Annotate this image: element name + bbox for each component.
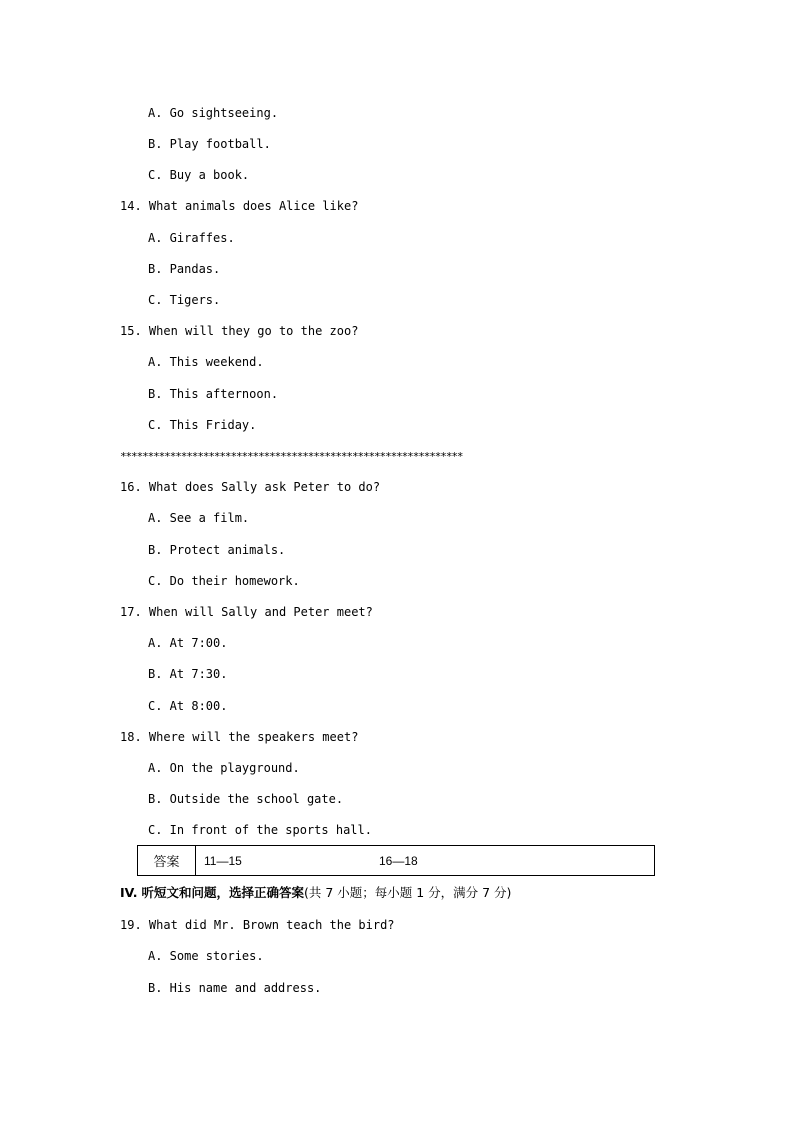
q17-option-b: B. At 7:30. <box>148 667 228 681</box>
q17-option-a: A. At 7:00. <box>148 636 228 650</box>
q15-option-b: B. This afternoon. <box>148 387 279 401</box>
q14-option-a: A. Giraffes. <box>148 231 235 245</box>
q19-option-b: B. His name and address. <box>148 981 322 995</box>
answer-range-16-18: 16—18 <box>379 854 418 868</box>
section-4-title: 听短文和问题，选择正确答案 <box>141 885 304 900</box>
q15-option-a: A. This weekend. <box>148 355 264 369</box>
answer-range-11-15: 11—15 <box>204 854 242 868</box>
q18-option-a: A. On the playground. <box>148 761 300 775</box>
section-separator: ************************************************************** <box>120 450 463 463</box>
q19-question: 19. What did Mr. Brown teach the bird? <box>120 918 395 932</box>
q13-option-b: B. Play football. <box>148 137 271 151</box>
section-4-numeral: IV. <box>120 885 138 900</box>
q13-option-a: A. Go sightseeing. <box>148 106 279 120</box>
answer-label: 答案 <box>138 846 196 875</box>
q16-option-c: C. Do their homework. <box>148 574 300 588</box>
q15-option-c: C. This Friday. <box>148 418 257 432</box>
section-4-note: (共 7 小题；每小题 1 分，满分 7 分) <box>303 885 512 900</box>
q15-question: 15. When will they go to the zoo? <box>120 324 359 338</box>
q18-option-c: C. In front of the sports hall. <box>148 823 372 837</box>
q16-option-a: A. See a film. <box>148 511 250 525</box>
q17-option-c: C. At 8:00. <box>148 699 228 713</box>
section-4-heading <box>120 886 511 900</box>
q16-question: 16. What does Sally ask Peter to do? <box>120 480 381 494</box>
answer-box <box>137 845 655 876</box>
q14-option-b: B. Pandas. <box>148 262 221 276</box>
q18-option-b: B. Outside the school gate. <box>148 792 344 806</box>
q17-question: 17. When will Sally and Peter meet? <box>120 605 373 619</box>
q14-option-c: C. Tigers. <box>148 293 221 307</box>
q13-option-c: C. Buy a book. <box>148 168 250 182</box>
q19-option-a: A. Some stories. <box>148 949 264 963</box>
q16-option-b: B. Protect animals. <box>148 543 286 557</box>
q14-question: 14. What animals does Alice like? <box>120 199 359 213</box>
q18-question: 18. Where will the speakers meet? <box>120 730 359 744</box>
